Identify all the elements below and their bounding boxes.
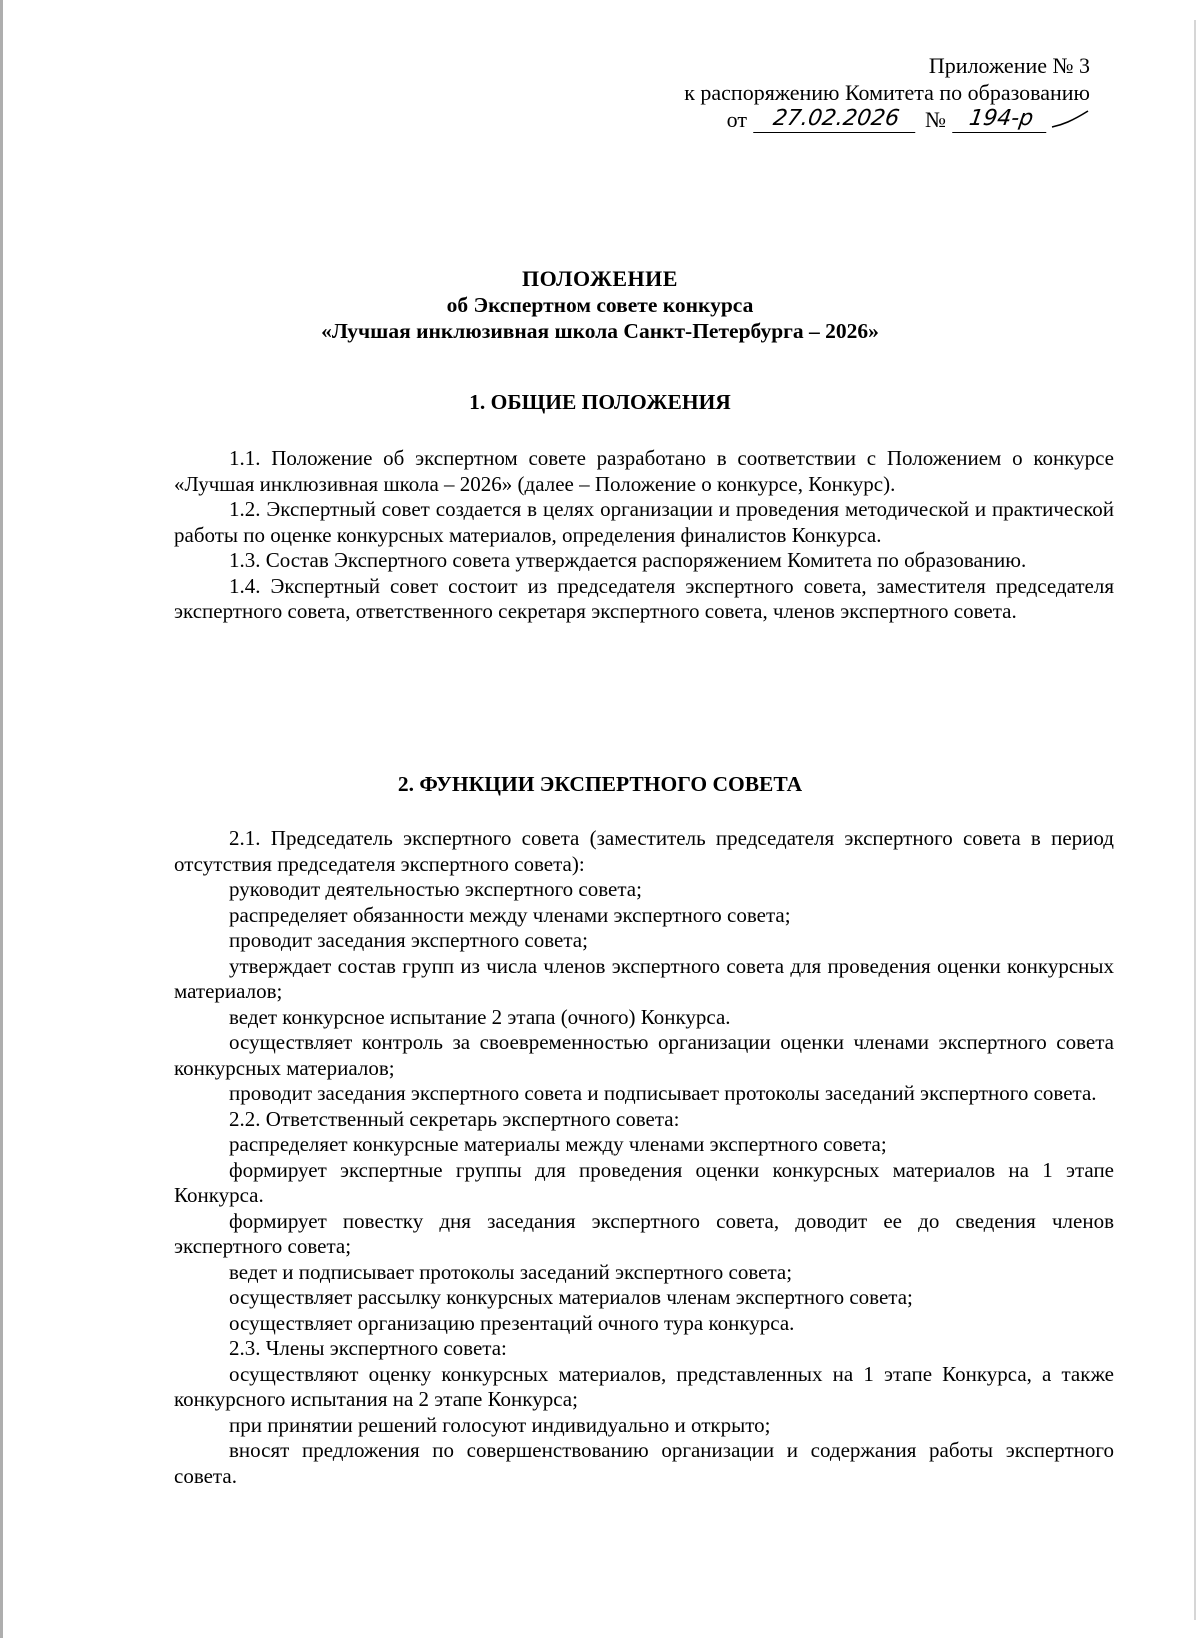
title-line-1: ПОЛОЖЕНИЕ bbox=[522, 266, 678, 291]
list-item: ведет конкурсное испытание 2 этапа (очного) Конкурса. bbox=[229, 1004, 731, 1029]
list-item: проводит заседания экспертного совета; bbox=[229, 928, 588, 952]
number-label: № bbox=[925, 107, 946, 132]
list-item: при принятии решений голосуют индивидуально и открыто; bbox=[229, 1412, 771, 1437]
list-item: проводит заседания экспертного совета и подписывает протоколы заседаний экспертного совета. bbox=[229, 1081, 1097, 1105]
paragraph-2-2: 2.2. Ответственный секретарь экспертного совета: bbox=[229, 1106, 680, 1131]
section-2-heading: 2. ФУНКЦИИ ЭКСПЕРТНОГО СОВЕТА bbox=[397, 772, 803, 796]
paragraph-1-4: 1.4. Экспертный совет состоит из председателя экспертного совета, заместителя председателя экспертного совета, ответственного секретаря экспертного совета, членов экспертного совета. bbox=[174, 573, 1114, 623]
date-prefix: от bbox=[726, 107, 747, 132]
list-item: распределяет конкурсные материалы между членами экспертного совета; bbox=[229, 1132, 887, 1156]
appendix-date-row bbox=[684, 106, 1090, 133]
appendix-number: Приложение № 3 bbox=[928, 53, 1090, 78]
handwriting-stroke-icon bbox=[1050, 107, 1090, 133]
handwritten-date: 27.02.2026 bbox=[753, 107, 919, 133]
title-line-2: об Экспертном совете конкурса bbox=[446, 293, 754, 317]
section-2-body bbox=[174, 826, 1114, 1489]
appendix-reference: к распоряжению Комитета по образованию bbox=[684, 80, 1090, 105]
list-item: осуществляет организацию презентаций очного тура конкурса. bbox=[229, 1310, 795, 1335]
list-item: осуществляет рассылку конкурсных материалов членам экспертного совета; bbox=[229, 1285, 913, 1309]
list-item: формирует повестку дня заседания экспертного совета, доводит ее до сведения членов экспертного совета; bbox=[174, 1208, 1114, 1258]
paragraph-1-1: 1.1. Положение об экспертном совете разработано в соответствии с Положением о конкурсе «Лучшая инклюзивная школа – 2026» (далее – Положение о конкурсе, Конкурс). bbox=[174, 446, 1114, 496]
scan-edge-left bbox=[0, 0, 3, 1638]
section-1-body bbox=[174, 446, 1114, 625]
document-title bbox=[0, 266, 1200, 344]
scan-edge-right bbox=[1194, 20, 1196, 1620]
paragraph-2-3: 2.3. Члены экспертного совета: bbox=[229, 1336, 507, 1360]
section-1-heading: 1. ОБЩИЕ ПОЛОЖЕНИЯ bbox=[469, 390, 731, 414]
list-item: вносят предложения по совершенствованию организации и содержания работы экспертного совета. bbox=[174, 1438, 1114, 1488]
paragraph-2-1: 2.1. Председатель экспертного совета (заместитель председателя экспертного совета в период отсутствия председателя экспертного совета): bbox=[174, 826, 1114, 876]
paragraph-1-2: 1.2. Экспертный совет создается в целях организации и проведения методической и практической работы по оценке конкурсных материалов, определения финалистов Конкурса. bbox=[174, 497, 1114, 547]
title-line-3: «Лучшая инклюзивная школа Санкт-Петербурга – 2026» bbox=[321, 319, 879, 343]
list-item: руководит деятельностью экспертного совета; bbox=[229, 877, 642, 901]
paragraph-1-3: 1.3. Состав Экспертного совета утверждается распоряжением Комитета по образованию. bbox=[229, 548, 1027, 572]
list-item: утверждает состав групп из числа членов экспертного совета для проведения оценки конкурсных материалов; bbox=[174, 953, 1114, 1003]
list-item: распределяет обязанности между членами экспертного совета; bbox=[229, 902, 791, 927]
list-item: формирует экспертные группы для проведения оценки конкурсных материалов на 1 этапе Конкурса. bbox=[174, 1157, 1114, 1207]
appendix-header bbox=[684, 52, 1090, 133]
list-item: ведет и подписывает протоколы заседаний экспертного совета; bbox=[229, 1259, 793, 1284]
list-item: осуществляет контроль за своевременностью организации оценки членами экспертного совета конкурсных материалов; bbox=[174, 1030, 1114, 1080]
list-item: осуществляют оценку конкурсных материалов, представленных на 1 этапе Конкурса, а также конкурсного испытания на 2 этапе Конкурса; bbox=[174, 1361, 1114, 1411]
handwritten-number: 194-р bbox=[952, 107, 1050, 133]
